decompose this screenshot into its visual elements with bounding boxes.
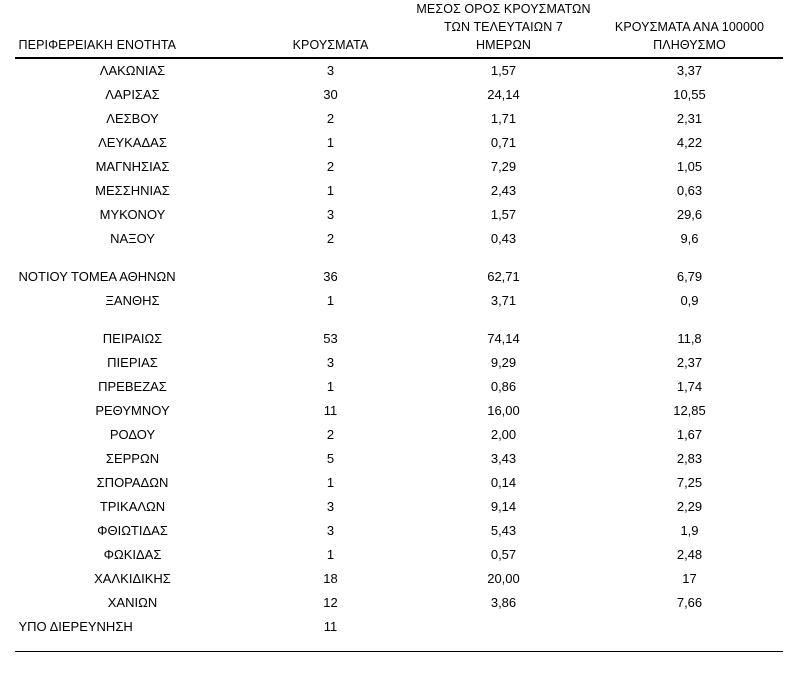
cell-cases-per-100000: 0,63 [676,183,703,199]
table-row [15,155,783,179]
cell-avg-last-7-days: 1,57 [490,63,517,79]
cell-avg-last-7-days: 20,00 [487,571,520,587]
cell-cases: 3 [326,207,335,223]
table-row [15,265,783,289]
cell-cases-per-100000: 0,9 [680,293,699,309]
table-row [15,327,783,351]
cell-cases-per-100000: 11,8 [677,331,702,347]
cell-avg-last-7-days: 2,00 [490,427,517,443]
cell-region: ΠΡΕΒΕΖΑΣ [98,379,167,395]
cell-avg-last-7-days: 74,14 [487,331,520,347]
column-header-cases-per-100000: ΚΡΟΥΣΜΑΤΑ ΑΝΑ 100000 ΠΛΗΘΥΣΜΟ [597,0,783,58]
cell-region: ΥΠΟ ΔΙΕΡΕΥΝΗΣΗ [18,619,133,635]
cell-cases: 18 [323,571,338,587]
cell-cases-per-100000: 1,9 [680,523,699,539]
table-header-row [15,0,783,58]
cell-cases-per-100000: 3,37 [676,63,703,79]
table-row [15,399,783,423]
cell-cases-per-100000 [597,615,783,639]
cell-cases: 3 [326,63,335,79]
table-row [15,83,783,107]
cell-avg-last-7-days: 9,29 [490,355,517,371]
table-row [15,351,783,375]
cell-region: ΣΕΡΡΩΝ [105,451,160,467]
cell-region: ΤΡΙΚΑΛΩΝ [99,499,166,515]
cell-cases-per-100000: 9,6 [680,231,699,247]
cell-region: ΦΘΙΩΤΙΔΑΣ [97,523,168,539]
cell-cases-per-100000: 1,67 [676,427,703,443]
cell-avg-last-7-days: 3,71 [490,293,517,309]
cell-avg-last-7-days: 9,14 [490,499,517,515]
table-row [15,447,783,471]
cell-cases: 1 [326,183,335,199]
table-row [15,495,783,519]
cell-cases: 11 [323,619,338,635]
cell-cases-per-100000: 1,05 [676,159,703,175]
cell-region: ΜΥΚΟΝΟΥ [99,207,166,223]
cell-cases: 1 [326,547,335,563]
cell-avg-last-7-days: 16,00 [487,403,520,419]
cell-cases-per-100000: 1,74 [676,379,703,395]
cell-avg-last-7-days: 0,14 [490,475,517,491]
table-row [15,543,783,567]
cell-cases: 3 [326,499,335,515]
cell-cases: 2 [326,159,335,175]
cell-region: ΦΩΚΙΔΑΣ [103,547,162,563]
cell-cases: 1 [326,475,335,491]
table-row [15,567,783,591]
table-row [15,227,783,251]
cell-region: ΠΙΕΡΙΑΣ [107,355,158,371]
cell-region: ΡΕΘΥΜΝΟΥ [95,403,170,419]
table-row [15,615,783,639]
cell-cases-per-100000: 7,66 [676,595,703,611]
cell-avg-last-7-days: 5,43 [490,523,517,539]
cell-cases-per-100000: 6,79 [676,269,703,285]
cell-cases: 3 [326,355,335,371]
cell-cases-per-100000: 12,85 [673,403,706,419]
column-header-cases: ΚΡΟΥΣΜΑΤΑ [251,0,411,58]
cell-region: ΛΕΥΚΑΔΑΣ [98,135,167,151]
table-row [15,58,783,83]
cell-cases-per-100000: 2,83 [676,451,703,467]
cell-cases-per-100000: 2,31 [676,111,703,127]
column-header-avg-last-7-days: ΜΕΣΟΣ ΟΡΟΣ ΚΡΟΥΣΜΑΤΩΝ ΤΩΝ ΤΕΛΕΥΤΑΙΩΝ 7 ΗΜΕΡΩΝ [411,0,597,58]
cell-cases: 12 [323,595,338,611]
cell-region: ΧΑΝΙΩΝ [107,595,158,611]
cell-region: ΡΟΔΟΥ [109,427,156,443]
table-row [15,375,783,399]
cell-avg-last-7-days: 2,43 [490,183,517,199]
table-bottom-padding [0,639,797,651]
table-row [15,289,783,313]
cell-region: ΛΑΡΙΣΑΣ [105,87,160,103]
table-spacer-cell [15,251,783,265]
cell-region: ΝΑΞΟΥ [110,231,155,247]
table-row [15,591,783,615]
cell-cases: 53 [323,331,338,347]
cell-cases: 30 [323,87,338,103]
cell-avg-last-7-days: 1,71 [490,111,517,127]
table-row [15,423,783,447]
cell-cases-per-100000: 4,22 [676,135,703,151]
cell-cases: 2 [326,111,335,127]
table-row [15,203,783,227]
cell-cases: 1 [326,135,335,151]
cell-region: ΜΑΓΝΗΣΙΑΣ [95,159,170,175]
cell-cases: 1 [326,293,335,309]
table-body [15,58,783,639]
cell-region: ΞΑΝΘΗΣ [105,293,160,309]
cell-cases-per-100000: 29,6 [676,207,703,223]
cell-region: ΜΕΣΣΗΝΙΑΣ [95,183,170,199]
cell-avg-last-7-days: 0,86 [490,379,517,395]
table-row [15,471,783,495]
table-spacer-row [15,251,783,265]
cell-cases-per-100000: 7,25 [676,475,703,491]
cell-cases-per-100000: 10,55 [673,87,706,103]
table-bottom-rule [15,651,783,652]
cell-avg-last-7-days: 24,14 [487,87,520,103]
cell-region: ΧΑΛΚΙΔΙΚΗΣ [94,571,171,587]
cell-cases: 1 [326,379,335,395]
cell-region: ΛΑΚΩΝΙΑΣ [99,63,166,79]
cell-avg-last-7-days: 0,57 [490,547,517,563]
cell-avg-last-7-days: 3,86 [490,595,517,611]
table-header [15,0,783,58]
cell-region: ΠΕΙΡΑΙΩΣ [102,331,163,347]
cell-cases: 5 [326,451,335,467]
cell-avg-last-7-days: 7,29 [490,159,517,175]
cell-cases: 36 [323,269,338,285]
cell-cases-per-100000: 2,37 [676,355,703,371]
cell-cases: 11 [323,403,338,419]
cases-by-region-table [15,0,783,639]
cell-avg-last-7-days: 62,71 [487,269,520,285]
table-row [15,179,783,203]
cell-avg-last-7-days: 0,43 [490,231,517,247]
table-row [15,519,783,543]
table-row [15,131,783,155]
cell-cases: 3 [326,523,335,539]
cell-cases-per-100000: 2,29 [676,499,703,515]
table-spacer-cell [15,313,783,327]
cell-cases-per-100000: 17 [682,571,697,587]
cell-region: ΛΕΣΒΟΥ [106,111,159,127]
cell-avg-last-7-days: 1,57 [490,207,517,223]
cell-avg-last-7-days: 3,43 [490,451,517,467]
cell-region: ΣΠΟΡΑΔΩΝ [96,475,169,491]
cell-cases: 2 [326,427,335,443]
cell-region: ΝΟΤΙΟΥ ΤΟΜΕΑ ΑΘΗΝΩΝ [18,269,176,285]
table-row [15,107,783,131]
table-spacer-row [15,313,783,327]
cell-cases-per-100000: 2,48 [676,547,703,563]
column-header-region: ΠΕΡΙΦΕΡΕΙΑΚΗ ΕΝΟΤΗΤΑ [15,0,251,58]
cell-cases: 2 [326,231,335,247]
cell-avg-last-7-days: 0,71 [490,135,517,151]
cell-avg-last-7-days [411,615,597,639]
